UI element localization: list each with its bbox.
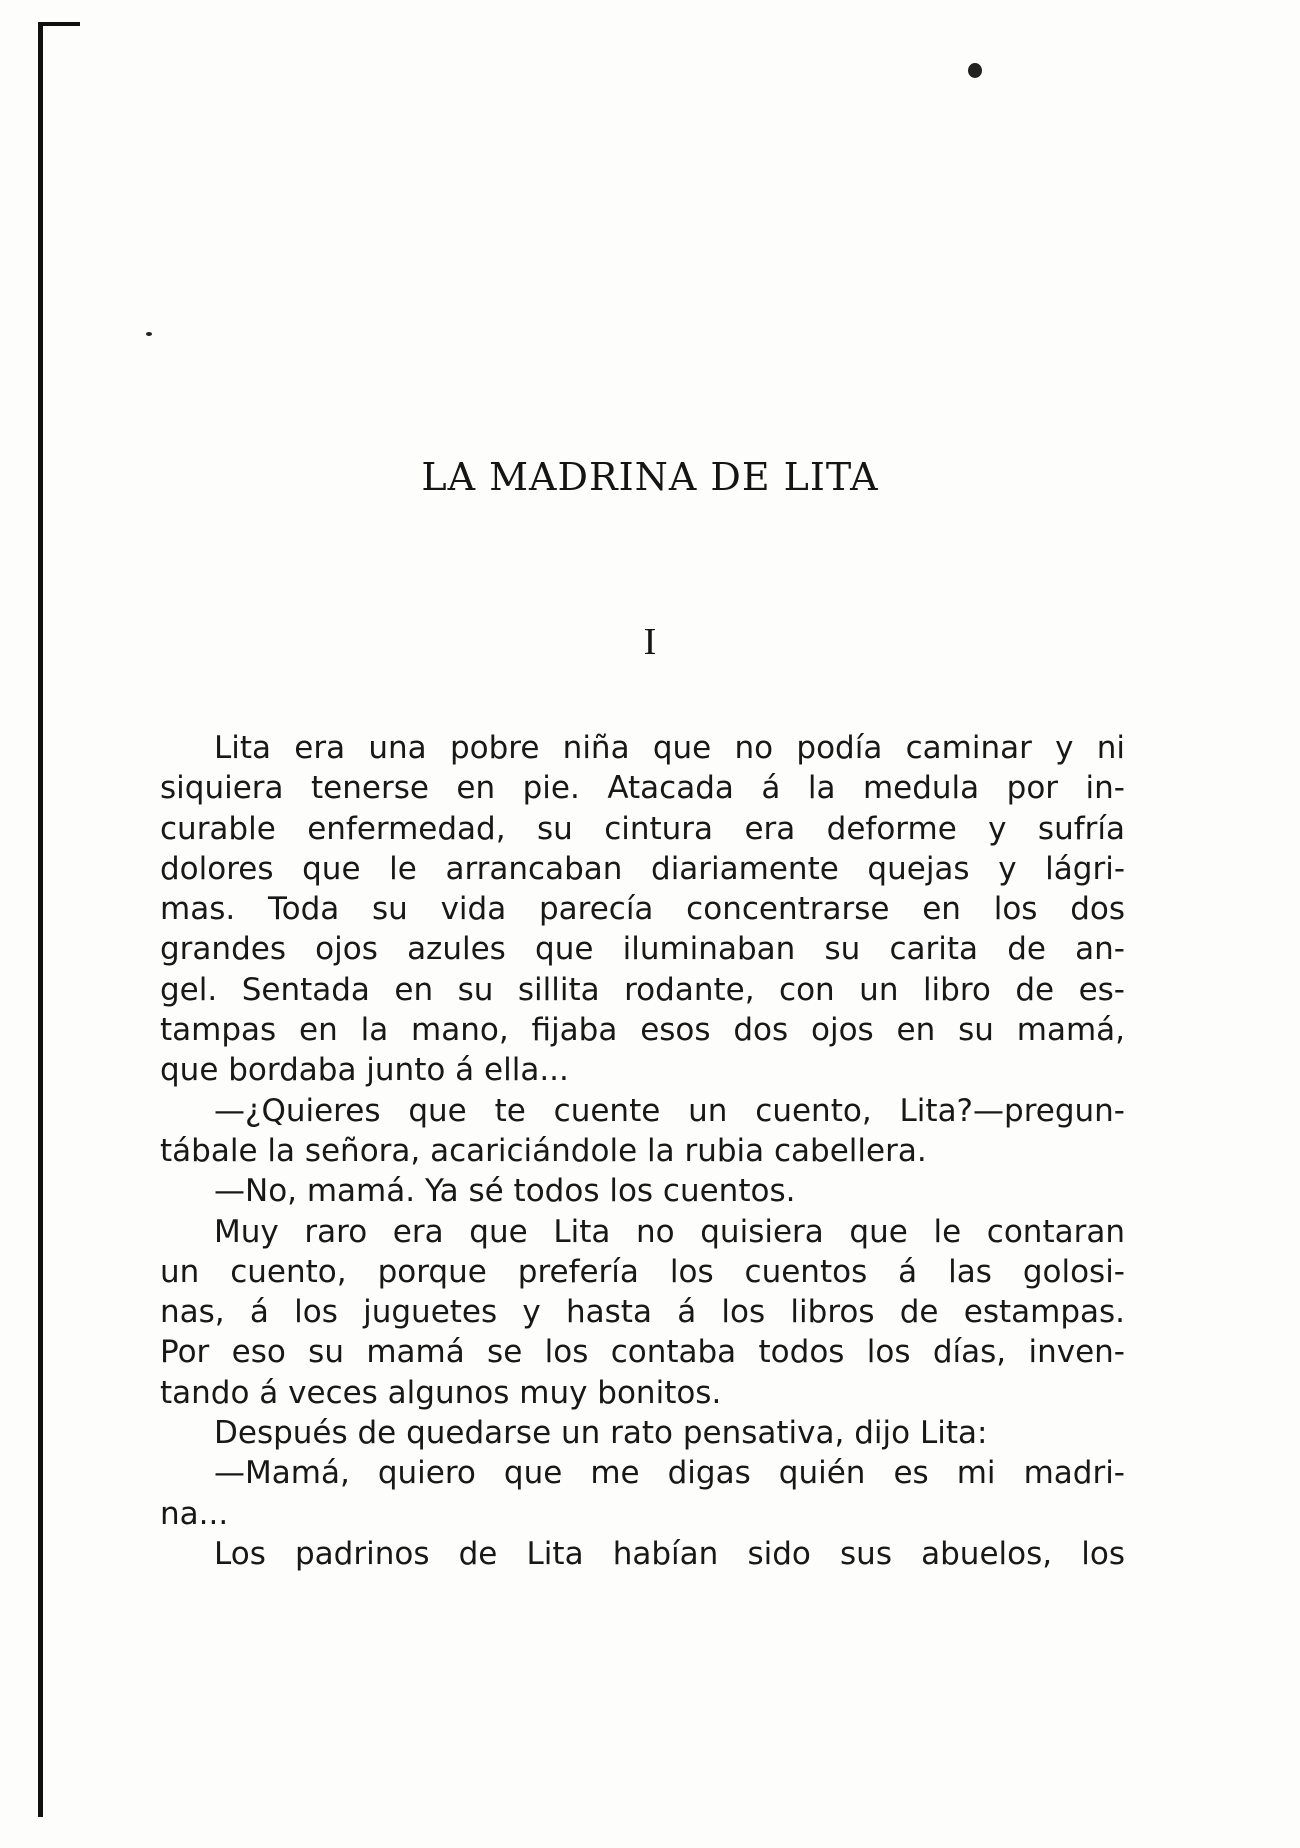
text-line: que bordaba junto á ella... [160, 1052, 569, 1089]
text-line: siquiera tenerse en pie. Atacada á la medula por in- [160, 770, 1125, 807]
text-line: Lita era una pobre niña que no podía caminar y ni [214, 730, 1125, 766]
text-line: Por eso su mamá se los contaba todos los días, inven- [160, 1334, 1125, 1371]
text-line: nas, á los juguetes y hasta á los libros de estampas. [160, 1294, 1125, 1331]
text-line: Muy raro era que Lita no quisiera que le contaran [214, 1213, 1125, 1250]
text-line: grandes ojos azules que iluminaban su carita de an- [160, 931, 1125, 968]
text-line: dolores que le arrancaban diariamente quejas y lágri- [160, 850, 1125, 887]
text-line: Los padrinos de Lita habían sido sus abuelos, los [214, 1535, 1125, 1572]
story-title: LA MADRINA DE LITA [421, 455, 879, 499]
text-line: —Mamá, quiero que me digas quién es mi madri- [214, 1455, 1125, 1492]
text-line: un cuento, porque prefería los cuentos á las golosi- [160, 1253, 1125, 1290]
text-line: na... [160, 1495, 229, 1532]
chapter-number: I [643, 621, 657, 663]
text-line: tampas en la mano, fijaba esos dos ojos en su mamá, [160, 1012, 1125, 1049]
ink-speck [146, 332, 152, 336]
text-line: —No, mamá. Ya sé todos los cuentos. [214, 1173, 796, 1210]
text-line: —¿Quieres que te cuente un cuento, Lita?—pregun- [214, 1092, 1125, 1129]
binding-edge-line [38, 22, 43, 1817]
text-line: mas. Toda su vida parecía concentrarse en los dos [160, 891, 1125, 928]
body-text [160, 728, 1125, 1574]
text-line: tábale la señora, acariciándole la rubia cabellera. [160, 1132, 927, 1169]
ink-blot [968, 63, 982, 78]
text-line: Después de quedarse un rato pensativa, dijo Lita: [214, 1415, 988, 1452]
text-line: curable enfermedad, su cintura era deforme y sufría [160, 810, 1125, 847]
text-line: gel. Sentada en su sillita rodante, con un libro de es- [160, 971, 1125, 1008]
text-line: tando á veces algunos muy bonitos. [160, 1374, 722, 1411]
binding-edge-tick [38, 22, 80, 26]
